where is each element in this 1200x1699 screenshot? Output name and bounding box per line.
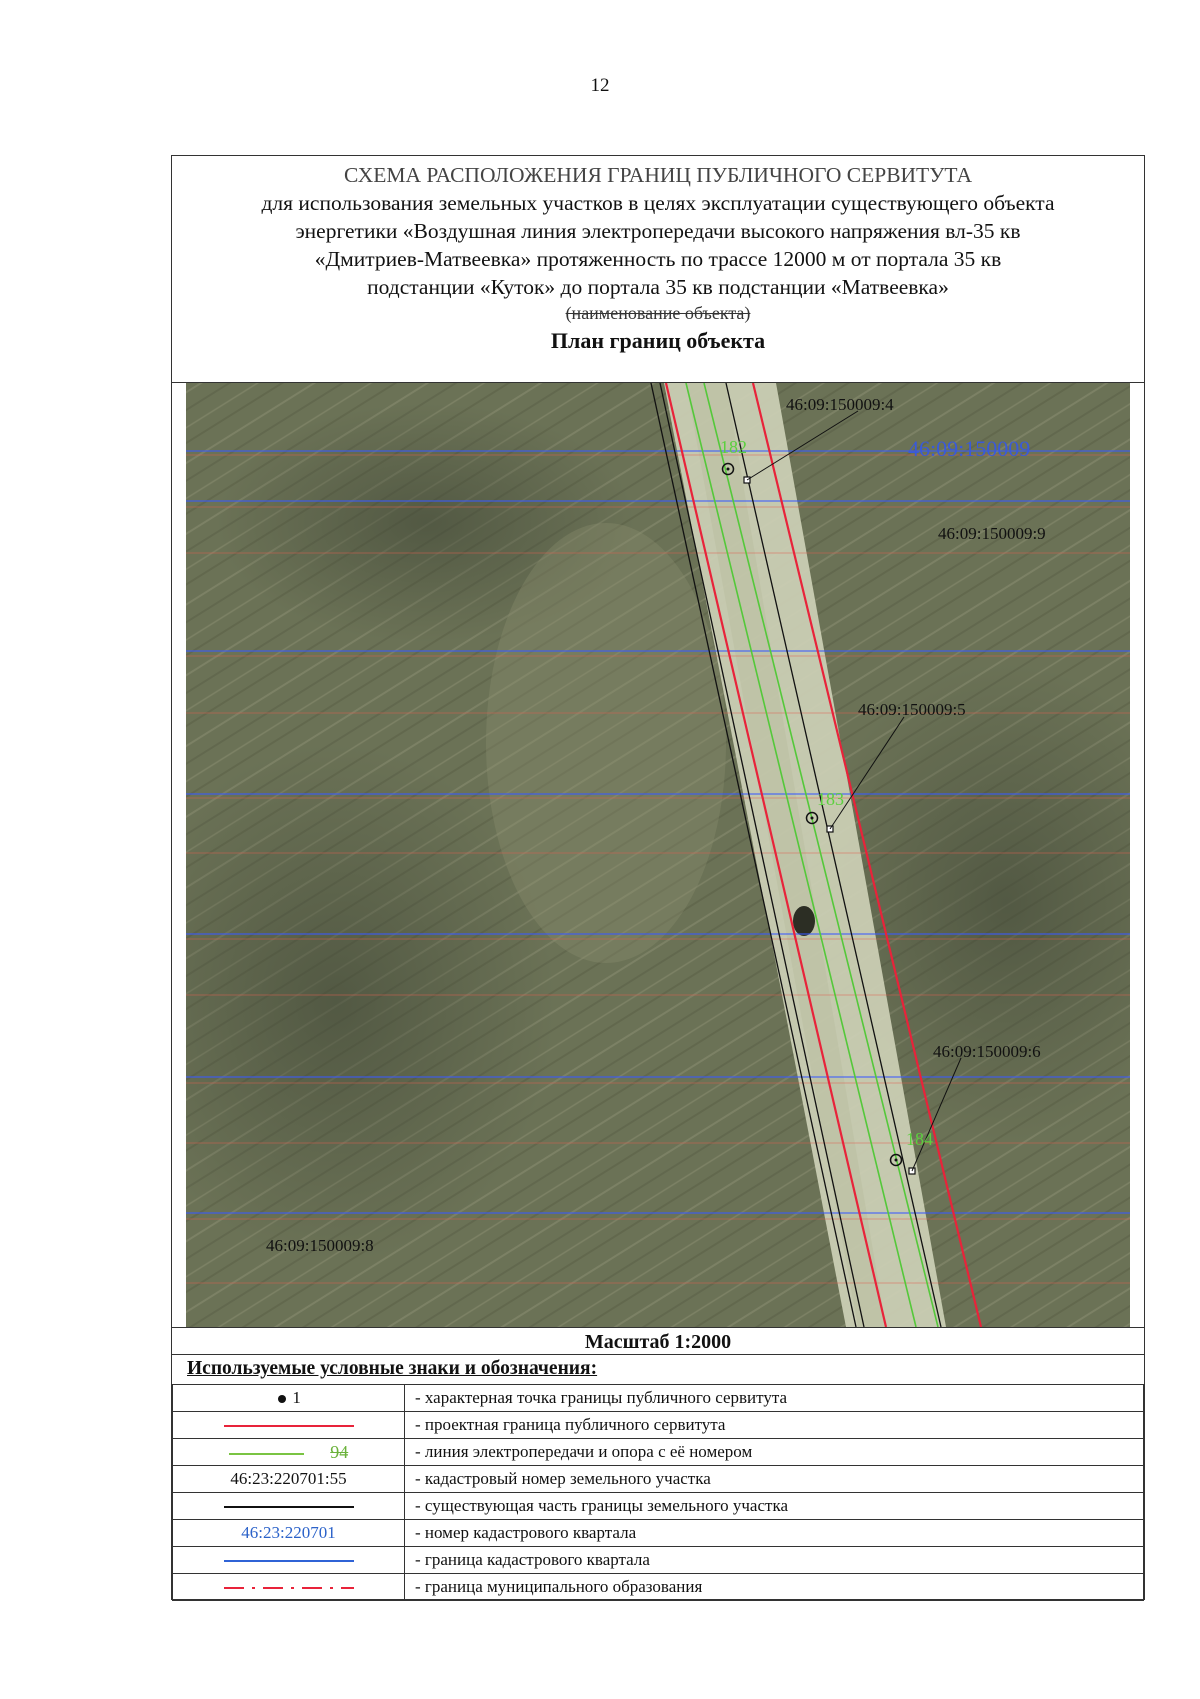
legend-description: - кадастровый номер земельного участка [405,1466,1144,1493]
support-number: 182 [720,437,747,457]
parcel-label: 46:09:150009:4 [786,395,894,414]
legend-symbol [173,1439,405,1466]
legend-description: - характерная точка границы публичного сервитута [405,1385,1144,1412]
scheme-subtitle-line: «Дмитриев-Матвеевка» протяженность по трассе 12000 м от портала 35 кв [314,247,1002,271]
cadastral-number-sample: 46:23:220701:55 [173,1466,405,1493]
legend-description: - существующая часть границы земельного участка [405,1493,1144,1520]
legend-heading: Используемые условные знаки и обозначения: [187,1358,598,1379]
legend-table [172,1384,1144,1601]
legend-symbol [173,1574,405,1601]
scheme-title: СХЕМА РАСПОЛОЖЕНИЯ ГРАНИЦ ПУБЛИЧНОГО СЕРВИТУТА [343,163,973,187]
legend-description: - граница муниципального образования [405,1574,1144,1601]
blue-line-icon [224,1556,354,1566]
tree [793,906,815,936]
legend-row [173,1574,1144,1601]
legend-row [173,1439,1144,1466]
parcel-label: 46:09:150009:6 [933,1042,1041,1061]
parcel-label: 46:09:150009:5 [858,700,966,719]
red-line-icon [224,1421,354,1431]
legend-description: - линия электропередачи и опора с её номером [405,1439,1144,1466]
dash-dot-line-icon [224,1583,354,1593]
scheme-frame [171,155,1145,1600]
support-number: 183 [817,789,844,809]
legend-symbol [173,1385,405,1412]
green-line-icon [229,1449,304,1459]
parcel-label: 46:09:150009:8 [266,1236,374,1255]
support-number-sample: 94 [330,1441,349,1462]
legend-description: - проектная граница публичного сервитута [405,1412,1144,1439]
legend-row [173,1520,1144,1547]
legend-row [173,1385,1144,1412]
parcel-label: 46:09:150009:9 [938,524,1046,543]
legend-row [173,1493,1144,1520]
scheme-subtitle-line: для использования земельных участков в целях эксплуатации существующего объекта [261,191,1055,215]
scheme-subtitle-line: подстанции «Куток» до портала 35 кв подстанции «Матвеевка» [367,275,949,299]
legend-row [173,1466,1144,1493]
legend-symbol [173,1412,405,1439]
quarter-label: 46:09:150009 [908,436,1031,461]
point-icon [276,1393,288,1405]
light-soil-patch [486,523,726,963]
scale-label: Масштаб 1:2000 [172,1327,1144,1355]
map-image [186,383,1130,1327]
legend-symbol [173,1493,405,1520]
plan-heading: План границ объекта [550,328,766,353]
legend-description: - номер кадастрового квартала [405,1520,1144,1547]
point-number: 1 [292,1388,301,1407]
support-number: 184 [906,1129,933,1149]
legend-description: - граница кадастрового квартала [405,1547,1144,1574]
title-block [172,156,1144,383]
page-number: 12 [590,75,610,96]
black-line-icon [224,1502,354,1512]
object-name-note: (наименование объекта) [565,303,751,323]
legend-row [173,1412,1144,1439]
map-area [186,383,1130,1327]
quarter-number-sample: 46:23:220701 [173,1520,405,1547]
scheme-subtitle-line: энергетики «Воздушная линия электропередачи высокого напряжения вл-35 кв [295,219,1021,243]
legend-symbol [173,1547,405,1574]
legend-row [173,1547,1144,1574]
